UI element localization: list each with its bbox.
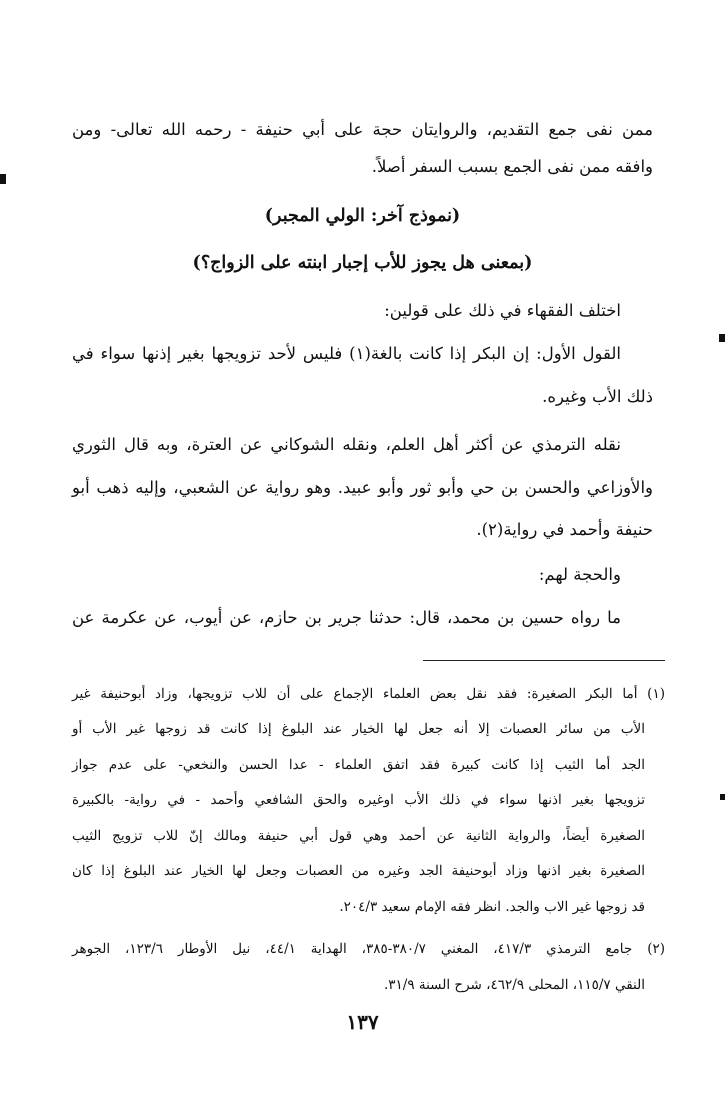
scan-edge-mark [720,794,725,800]
scan-edge-mark [0,174,6,184]
body-line-2: وافقه ممن نفى الجمع بسبب السفر أصلاً. [371,157,653,176]
first-opinion-line-1: القول الأول: إن البكر إذا كانت بالغة(١) فليس لأحد تزويجها بغير إذنها سواء في [72,344,621,363]
footnote-1-line-6: الصغيرة بغير اذنها وزاد أبوحنيفة الجد وغيره من العصبات وجعل لها الخيار عند البلوغ إذا كان [72,863,645,879]
footnote-2-line-2: النقي ١١٥/٧، المحلى ٤٦٢/٩، شرح السنة ٣١/٩. [383,977,645,993]
page-number: ١٣٧ [346,1010,379,1034]
footnote-1-line-2: الأب من سائر العصبات إلا أنه جعل لها الخيار عند البلوغ إذا كانت قد زوجها غير الأب أو [72,721,645,737]
footnote-1-line-3: الجد أما الثيب إذا كانت كبيرة فقد اتفق العلماء - عدا الحسن والنخعي- على عدم جواز [72,757,645,773]
section-heading: (نموذج آخر: الولي المجبر) [264,206,461,226]
evidence-heading: والحجة لهم: [538,565,621,584]
paragraph-2-line-2: والأوزاعي والحسن بن حي وأبو ثور وأبو عبيد. وهو رواية عن الشعبي، وإليه ذهب أبو [72,478,653,497]
footnote-1-line-1: (١) أما البكر الصغيرة: فقد نقل بعض العلماء الإجماع على أن للاب تزويجها، وزاد أبوحنيفة غير [72,686,665,702]
footnote-1-line-5: الصغيرة أيضاً، والرواية الثانية عن أحمد وهي قول أبي حنيفة ومالك إنّ للاب تزويج الثيب [72,828,645,844]
scan-edge-mark [719,334,725,342]
footnote-1-line-7: قد زوجها غير الاب والجد. انظر فقه الإمام سعيد ٢٠٤/٣. [339,899,645,915]
paragraph-2-line-3: حنيفة وأحمد في رواية(٢). [476,520,653,539]
body-line-1: ممن نفى جمع التقديم، والروايتان حجة على أبي حنيفة - رحمه الله تعالى- ومن [72,120,653,139]
last-body-line: ما رواه حسين بن محمد، قال: حدثنا جرير بن حازم، عن أيوب، عن عكرمة عن [72,608,621,627]
section-subheading: (بمعنى هل يجوز للأب إجبار ابنته على الزواج؟) [192,253,533,273]
footnote-2-line-1: (٢) جامع الترمذي ٤١٧/٣، المغني ٣٨٠/٧-٣٨٥، الهداية ٤٤/١، نيل الأوطار ١٢٣/٦، الجوهر [72,941,666,957]
first-opinion-line-2: ذلك الأب وغيره. [542,387,653,406]
intro-line: اختلف الفقهاء في ذلك على قولين: [384,301,621,320]
paragraph-2-line-1: نقله الترمذي عن أكثر أهل العلم، ونقله الشوكاني عن العترة، وبه قال الثوري [72,435,621,454]
footnote-1-line-4: تزويجها بغير اذنها سواء في ذلك الأب اوغيره والحق الشافعي وأحمد - في رواية- بالكبيرة [72,792,645,808]
footnote-divider [423,660,665,661]
